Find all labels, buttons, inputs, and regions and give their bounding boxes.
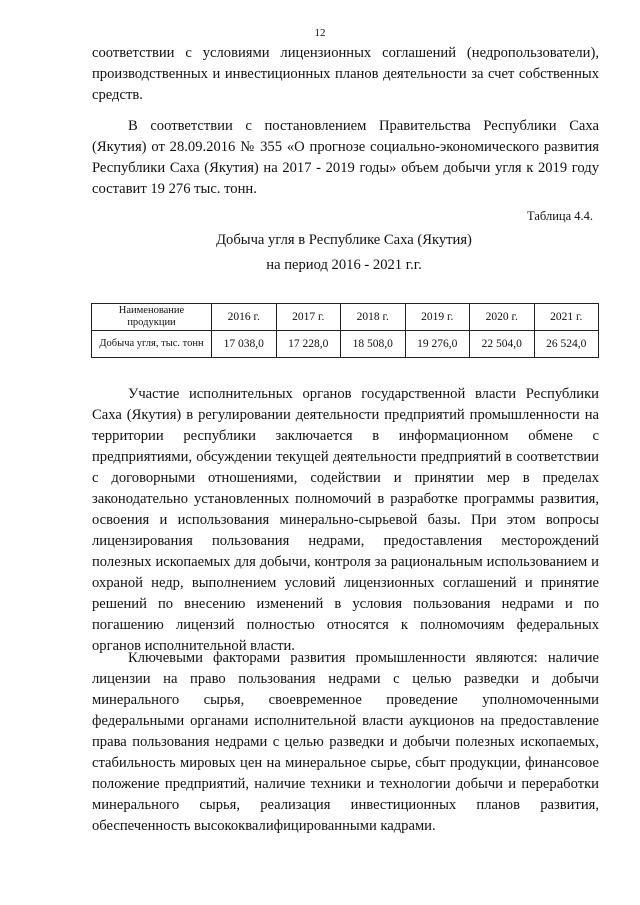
paragraph-text: Участие исполнительных органов государственной власти Республики Саха (Якутия) в регулировании деятельности предприятий промышленности на территории республики заключается в информационном обмене с предприятиями, обсуждении текущей деятельности предприятий в соответствии с договорными отношениями, содействии и принятии мер в пределах законодательно установленных полномочий в разработке программы развития, освоения и использования минерально-сырьевой базы. При этом вопросы лицензирования пользования недрами, предоставления месторождений полезных ископаемых для добычи, контроля за рациональным использованием и охраной недр, выполнением условий лицензионных соглашений и принятие решений по внесению изменений в условия пользования недрами и по погашению лицензий полностью относятся к полномочиям федеральных органов исполнительной власти.	[92, 386, 599, 654]
table-header-cell: 2018 г.	[341, 304, 406, 331]
table-header-cell: 2021 г.	[534, 304, 599, 331]
table-header-cell: 2016 г.	[212, 304, 277, 331]
table-cell: 17 228,0	[276, 331, 341, 358]
table-cell: 19 276,0	[405, 331, 470, 358]
table-cell: 26 524,0	[534, 331, 599, 358]
table-cell: Добыча угля, тыс. тонн	[92, 331, 212, 358]
table-subtitle: на период 2016 - 2021 г.г.	[266, 257, 422, 273]
table-cell: 17 038,0	[212, 331, 277, 358]
paragraph-forecast	[92, 116, 599, 200]
paragraph-key-factors	[92, 648, 599, 837]
paragraph-text: соответствии с условиями лицензионных соглашений (недропользователи), производственных и инвестиционных планов деятельности за счет собственных средств.	[92, 45, 599, 103]
coal-production-table	[91, 303, 599, 358]
table-header-cell: Наименование продукции	[92, 304, 212, 331]
paragraph-text: В соответствии с постановлением Правительства Республики Саха (Якутия) от 28.09.2016 № 355 «О прогнозе социально-экономического развития Республики Саха (Якутия) на 2017 - 2019 годы» объем добычи угля к 2019 году составит 19 276 тыс. тонн.	[92, 118, 599, 197]
table-header-cell: 2020 г.	[470, 304, 535, 331]
table-cell: 18 508,0	[341, 331, 406, 358]
page-number: 12	[314, 27, 326, 39]
table-header-cell: 2019 г.	[405, 304, 470, 331]
paragraph-continuation	[92, 43, 599, 106]
paragraph-authorities	[92, 384, 599, 657]
table-caption: Таблица 4.4.	[527, 209, 593, 223]
table-header-cell: 2017 г.	[276, 304, 341, 331]
table-row	[92, 331, 599, 358]
table-header-row	[92, 304, 599, 331]
paragraph-text: Ключевыми факторами развития промышленности являются: наличие лицензии на право пользования недрами с целью разведки и добычи минерального сырья, своевременное проведение уполномоченными федеральными органами исполнительной власти аукционов на предоставление права пользования недрами с целью разведки и добычи полезных ископаемых, стабильность мировых цен на минеральное сырье, сбыт продукции, финансовое положение предприятий, наличие техники и технологии добычи и переработки минерального сырья, реализация инвестиционных планов развития, обеспеченность высококвалифицированными кадрами.	[92, 650, 599, 834]
table-title: Добыча угля в Республике Саха (Якутия)	[216, 232, 472, 248]
table-cell: 22 504,0	[470, 331, 535, 358]
